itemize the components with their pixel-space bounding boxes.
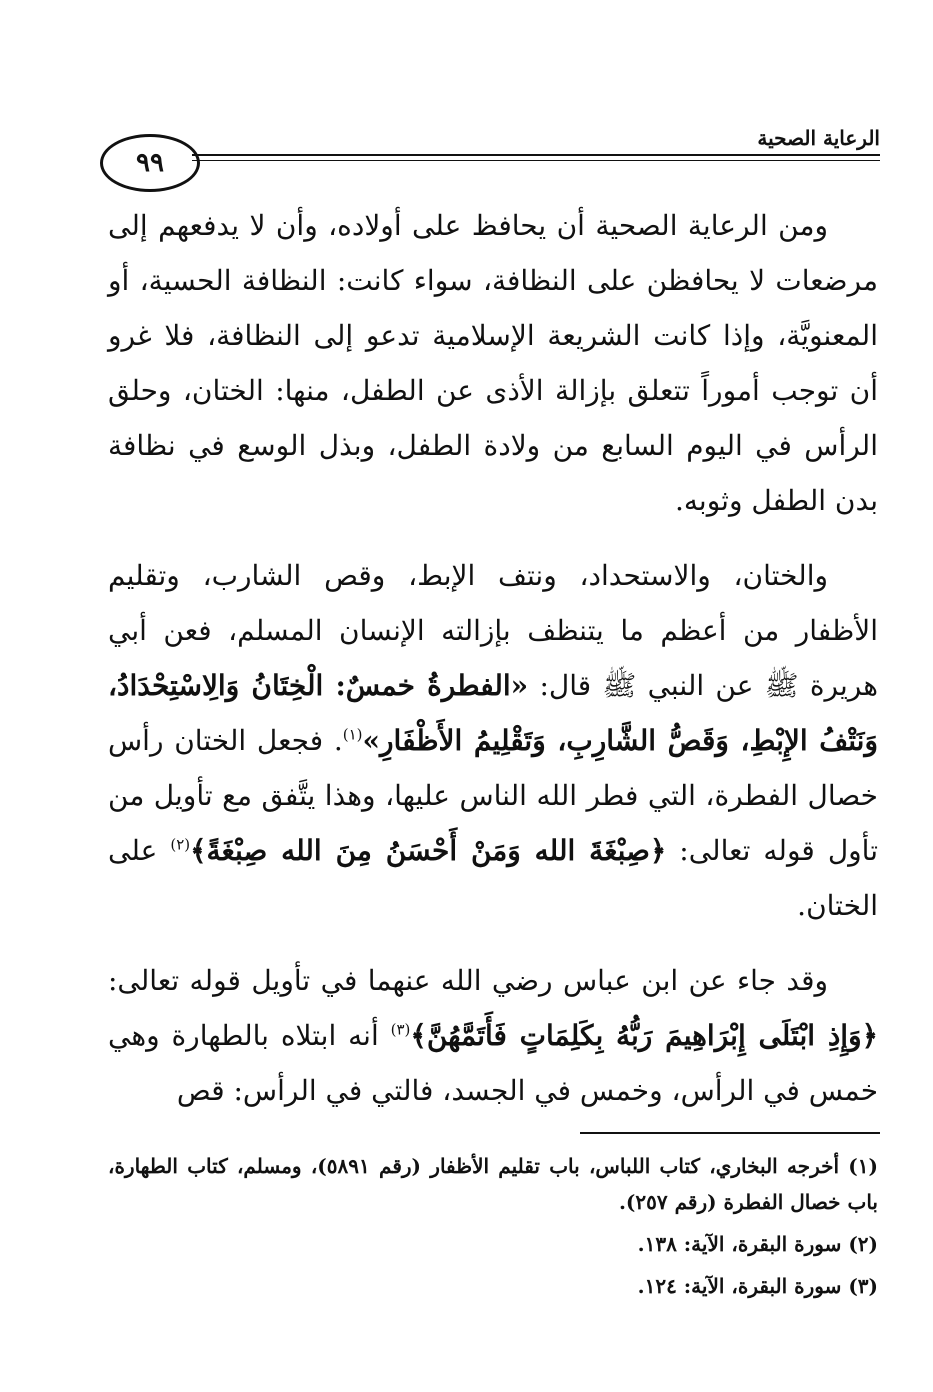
footnote-ref-3[interactable]: (٣): [390, 1020, 411, 1039]
footnote-3: (٣) سورة البقرة، الآية: ١٢٤.: [637, 1274, 878, 1298]
page-number: ٩٩: [100, 134, 200, 192]
paragraph-1: [108, 198, 878, 528]
paragraph-3: [108, 953, 878, 1118]
footnote-2: (٢) سورة البقرة، الآية: ١٣٨.: [637, 1232, 878, 1256]
footnotes: [108, 1148, 878, 1310]
main-text: [108, 198, 878, 1138]
header-rule-thin: [192, 160, 880, 161]
running-title: الرعاية الصحية: [749, 126, 880, 150]
footnote-ref-1[interactable]: (١): [342, 725, 363, 744]
paragraph-1-text: ومن الرعاية الصحية أن يحافظ على أولاده، وأن لا يدفعهم إلى مرضعات لا يحافظن على النظافة، سواء كانت: النظافة الحسية، أو المعنويَّة، وإذا كانت الشريعة الإسلامية تدعو إلى النظافة، فلا غرو أن توجب أموراً تتعلق بإزالة الأذى عن الطفل، منها: الختان، وحلق الرأس في اليوم السابع من ولادة الطفل، وبذل الوسع في نظافة بدن الطفل وثوبه.: [108, 209, 878, 517]
paragraph-2: [108, 548, 878, 933]
paragraph-3-text-b: أنه ابتلاه بالطهارة وهي خمس في الرأس، وخمس في الجسد، فالتي في الرأس: قص: [108, 1019, 878, 1107]
quran-verse-1: ﴿صِبْغَةَ الله وَمَنْ أَحْسَنُ مِنَ الله صِبْغَةً﴾: [190, 834, 667, 867]
footnote-separator: [580, 1132, 880, 1134]
footnote-ref-2[interactable]: (٢): [170, 835, 191, 854]
hadith-quote: «الفطرةُ خمسٌ: الْخِتَانُ وَالِاسْتِحْدَادُ، وَنَتْفُ الإِبْطِ، وَقَصُّ الشَّارِبِ، وَتَقْلِيمُ الأَظْفَارِ»: [108, 669, 878, 757]
paragraph-2-text-c: على الختان.: [108, 834, 878, 922]
paragraph-2-text-a: والختان، والاستحداد، ونتف الإبط، وقص الشارب، وتقليم الأظفار من أعظم ما يتنظف بإزالته الإنسان المسلم، فعن أبي هريرة ﷺ عن النبي ﷺ قال:: [108, 559, 878, 702]
paragraph-2-text-b: . فجعل الختان رأس خصال الفطرة، التي فطر الله الناس عليها، وهذا يتَّفق مع تأويل من تأول قوله تعالى:: [108, 724, 879, 867]
paragraph-3-text-a: وقد جاء عن ابن عباس رضي الله عنهما في تأويل قوله تعالى:: [108, 964, 829, 997]
footnote-1: (١) أخرجه البخاري، كتاب اللباس، باب تقليم الأظفار (رقم ٥٨٩١)، ومسلم، كتاب الطهارة، باب خصال الفطرة (رقم ٢٥٧).: [108, 1154, 878, 1214]
page-header: [100, 128, 880, 198]
header-rule-thick: [192, 154, 880, 156]
quran-verse-2: ﴿وَإِذِ ابْتَلَى إِبْرَاهِيمَ رَبُّهُ بِكَلِمَاتٍ فَأَتَمَّهُنَّ﴾: [410, 1019, 878, 1052]
